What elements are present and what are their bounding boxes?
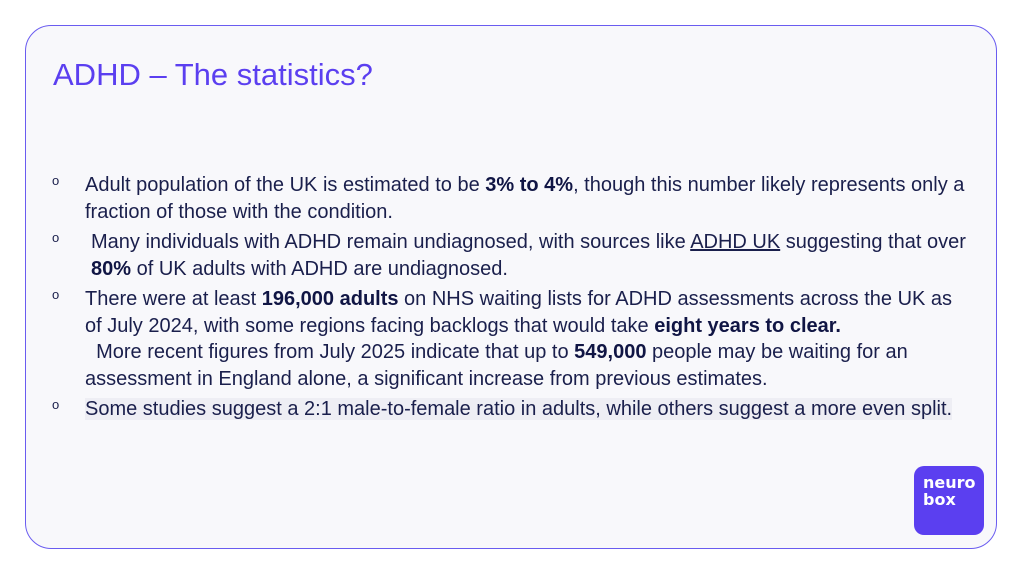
bullet-item	[50, 396, 970, 423]
logo-line-2: box	[923, 490, 956, 509]
slide-title: ADHD – The statistics?	[53, 57, 373, 92]
bullet-item	[50, 229, 970, 282]
adhd-uk-link[interactable]: ADHD UK	[690, 231, 781, 253]
bullet-text: There were at least 196,000 adults on NHS waiting lists for ADHD assessments across the UK as of July 2024, with some regions facing backlogs that would take eight years to clear. More recent figures from July 2025 indicate that up to 549,000 people may be waiting for an assessment in England alone, a significant increase from previous estimates.	[85, 288, 953, 390]
bullet-marker-icon: o	[52, 287, 60, 302]
bullet-marker-icon: o	[52, 173, 60, 188]
bullet-list	[50, 172, 970, 427]
bullet-text: Many individuals with ADHD remain undiagnosed, with sources like ADHD UK suggesting that over 80% of UK adults with ADHD are undiagnosed.	[91, 231, 966, 280]
neurobox-logo	[914, 466, 984, 535]
bullet-item	[50, 286, 970, 392]
bullet-text: Some studies suggest a 2:1 male-to-female ratio in adults, while others suggest a more even split.	[85, 398, 953, 420]
logo-line-1: neuro	[923, 473, 976, 492]
bullet-text: Adult population of the UK is estimated to be 3% to 4%, though this number likely represents only a fraction of those with the condition.	[85, 174, 965, 223]
bullet-marker-icon: o	[52, 230, 60, 245]
bullet-marker-icon: o	[52, 397, 60, 412]
bullet-item	[50, 172, 970, 225]
